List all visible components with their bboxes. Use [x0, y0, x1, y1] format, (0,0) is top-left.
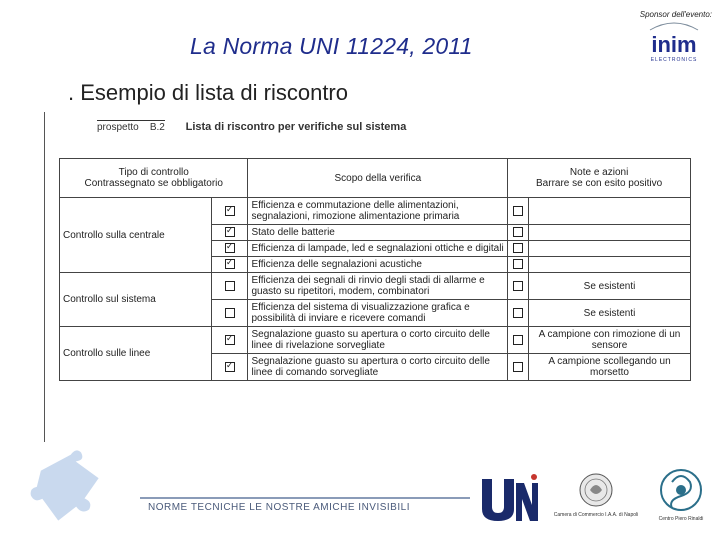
control-type-cell: Controllo sulle linee [60, 327, 212, 381]
verification-scope-cell: Efficienza dei segnali di rinvio degli stadi di allarme e guasto su ripetitori, modem, combinatori [248, 273, 508, 300]
mandatory-checkbox-cell [212, 300, 248, 327]
puzzle-graphic [20, 440, 140, 536]
prospetto-label: prospetto B.2 [97, 122, 165, 133]
verification-scope-cell: Stato delle batterie [248, 225, 508, 241]
footer-slogan: NORME TECNICHE LE NOSTRE AMICHE INVISIBILI [148, 502, 410, 513]
verification-scope-cell: Segnalazione guasto su apertura o corto circuito delle linee di comando sorvegliate [248, 354, 508, 381]
empty-box-icon[interactable] [513, 227, 523, 237]
empty-box-icon[interactable] [225, 281, 235, 291]
camera-text: Camera di Commercio I.A.A. di Napoli [553, 512, 639, 518]
uni-logo-text: UNI [508, 522, 510, 523]
note-cell: A campione scollegando un morsetto [529, 354, 691, 381]
note-cell [529, 198, 691, 225]
checked-box-icon[interactable] [225, 243, 235, 253]
page-subtitle: . Esempio di lista di riscontro [68, 80, 348, 105]
checklist-title: Lista di riscontro per verifiche sul sistema [185, 121, 407, 133]
verification-scope-cell: Efficienza del sistema di visualizzazione grafica e possibilità di inviare e ricevere comandi [248, 300, 508, 327]
checked-box-icon[interactable] [225, 227, 235, 237]
table-row [60, 198, 691, 225]
mandatory-checkbox-cell [212, 257, 248, 273]
control-type-cell: Controllo sulla centrale [60, 198, 212, 273]
note-cell: Se esistenti [529, 273, 691, 300]
note-cell [529, 225, 691, 241]
checked-box-icon[interactable] [225, 362, 235, 372]
inim-logo-brand: inim [651, 32, 697, 57]
header-notes: Note e azioni Barrare se con esito positivo [508, 159, 691, 198]
empty-box-icon[interactable] [513, 206, 523, 216]
mandatory-checkbox-cell [212, 225, 248, 241]
poli-text: Centro Piero Rinaldi [658, 516, 704, 522]
note-cell [529, 257, 691, 273]
verification-scope-cell: Efficienza di lampade, led e segnalazioni ottiche e digitali [248, 241, 508, 257]
footer-divider [140, 497, 470, 499]
uni-logo [478, 473, 540, 523]
table-row [60, 327, 691, 354]
mandatory-checkbox-cell [212, 241, 248, 257]
sponsor-label: Sponsor dell'evento: [639, 10, 712, 19]
empty-box-icon[interactable] [513, 259, 523, 269]
note-cell: Se esistenti [529, 300, 691, 327]
empty-box-icon[interactable] [513, 243, 523, 253]
camera-commercio-logo [553, 470, 639, 526]
table-row [60, 273, 691, 300]
outcome-checkbox-cell [508, 273, 529, 300]
checked-box-icon[interactable] [225, 335, 235, 345]
empty-box-icon[interactable] [513, 362, 523, 372]
checked-box-icon[interactable] [225, 259, 235, 269]
mandatory-checkbox-cell [212, 198, 248, 225]
empty-box-icon[interactable] [225, 308, 235, 318]
page-title: La Norma UNI 11224, 2011 [190, 33, 473, 59]
header-type: Tipo di controllo Contrassegnato se obbligatorio [60, 159, 248, 198]
inim-logo [644, 22, 704, 64]
inim-logo-tagline: ELECTRONICS [650, 57, 698, 63]
outcome-checkbox-cell [508, 198, 529, 225]
checked-box-icon[interactable] [225, 206, 235, 216]
verification-scope-cell: Efficienza delle segnalazioni acustiche [248, 257, 508, 273]
polo-logo [650, 466, 712, 526]
table-header-row [60, 159, 691, 198]
empty-box-icon[interactable] [513, 335, 523, 345]
note-cell [529, 241, 691, 257]
checklist-document [44, 112, 693, 442]
mandatory-checkbox-cell [212, 354, 248, 381]
outcome-checkbox-cell [508, 300, 529, 327]
verification-scope-cell: Segnalazione guasto su apertura o corto circuito delle linee di rivelazione sorvegliate [248, 327, 508, 354]
checklist-table [59, 158, 691, 381]
empty-box-icon[interactable] [513, 281, 523, 291]
outcome-checkbox-cell [508, 241, 529, 257]
prospetto-header [97, 120, 406, 133]
empty-box-icon[interactable] [513, 308, 523, 318]
outcome-checkbox-cell [508, 225, 529, 241]
mandatory-checkbox-cell [212, 273, 248, 300]
control-type-cell: Controllo sul sistema [60, 273, 212, 327]
note-cell: A campione con rimozione di un sensore [529, 327, 691, 354]
outcome-checkbox-cell [508, 327, 529, 354]
verification-scope-cell: Efficienza e commutazione delle alimentazioni, segnalazioni, rimozione alimentazione primaria [248, 198, 508, 225]
mandatory-checkbox-cell [212, 327, 248, 354]
outcome-checkbox-cell [508, 257, 529, 273]
header-scope: Scopo della verifica [248, 159, 508, 198]
outcome-checkbox-cell [508, 354, 529, 381]
